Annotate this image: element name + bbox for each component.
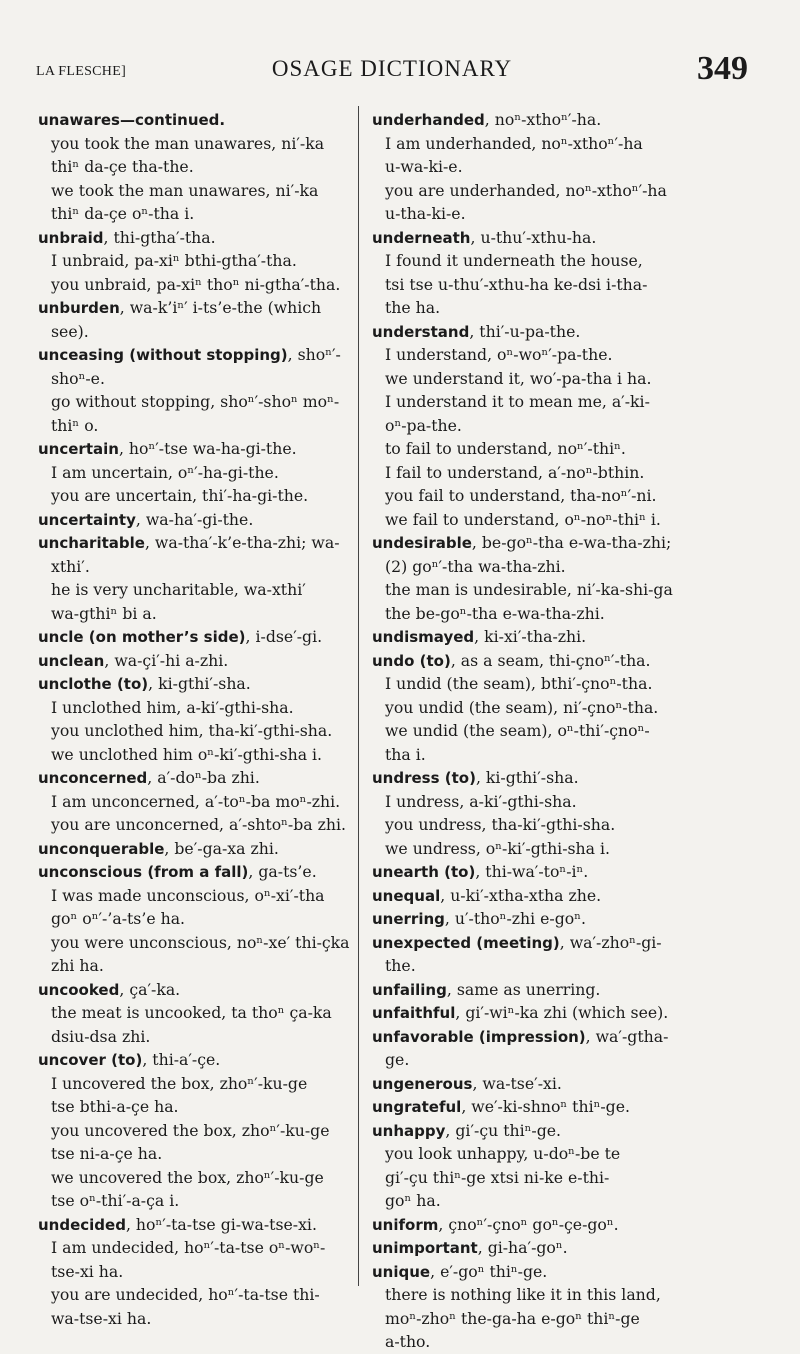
dictionary-line	[38, 1236, 358, 1260]
entry-line-text: unimportant, gi-ha′-goⁿ.	[372, 1238, 568, 1257]
entry-line-text: unerring, u′-thoⁿ-zhi e-goⁿ.	[372, 909, 586, 928]
entry-line-text: unclothe (to), ki-gthi′-sha.	[38, 674, 251, 693]
definition-line-text: I was made unconscious, oⁿ-xi′-tha	[51, 885, 325, 905]
headword: understand	[372, 322, 470, 341]
dictionary-line	[38, 1283, 358, 1307]
entry-line-text: uniform, çnoⁿ′-çnoⁿ goⁿ-çe-goⁿ.	[372, 1214, 619, 1234]
dictionary-line	[38, 954, 358, 978]
entry-line-text: ungrateful, we′-ki-shnoⁿ thiⁿ-ge.	[372, 1097, 630, 1116]
right-column	[372, 108, 702, 1354]
dictionary-line	[38, 1095, 358, 1119]
dictionary-line	[372, 273, 702, 297]
dictionary-line	[38, 132, 358, 156]
definition-line-text: tse oⁿ-thi′-a-ça i.	[51, 1191, 180, 1210]
dictionary-entry	[38, 860, 358, 884]
headword: unearth (to)	[372, 863, 476, 881]
definition-line-text: to fail to understand, noⁿ′-thiⁿ.	[385, 439, 626, 458]
headword: unclothe (to)	[38, 675, 149, 693]
definition-line-text: (2) goⁿ′-tha wa-tha-zhi.	[385, 556, 566, 576]
dictionary-line	[372, 437, 702, 461]
headword: underneath	[372, 228, 471, 247]
dictionary-entry	[38, 531, 358, 555]
dictionary-line	[372, 555, 702, 579]
headword: unceasing (without stopping)	[38, 346, 288, 364]
definition-line-text: you are undecided, hoⁿ′-ta-tse thi-	[51, 1285, 320, 1304]
page-header	[36, 50, 748, 90]
dictionary-line	[38, 273, 358, 297]
definition-line-text: I fail to understand, a′-noⁿ-bthin.	[385, 462, 645, 482]
dictionary-entry	[372, 320, 702, 344]
definition-line-text: you are unconcerned, a′-shtoⁿ-ba zhi.	[51, 815, 346, 834]
dictionary-line	[372, 1189, 702, 1213]
dictionary-entry	[372, 1119, 702, 1143]
headword: unconscious (from a fall)	[38, 863, 249, 881]
definition-line-text: you are uncertain, thi′-ha-gi-the.	[51, 486, 309, 505]
entry-line-text: unequal, u-ki′-xtha-xtha zhe.	[372, 885, 602, 905]
dictionary-line	[38, 1119, 358, 1143]
definition-line-text: the be-goⁿ-tha e-wa-tha-zhi.	[385, 603, 605, 623]
entry-line-text: undesirable, be-goⁿ-tha e-wa-tha-zhi;	[372, 533, 672, 552]
dictionary-line	[372, 390, 702, 414]
definition-line-text: I unbraid, pa-xiⁿ bthi-gtha′-tha.	[51, 251, 297, 270]
headword: underhanded	[372, 111, 485, 129]
definition-line-text: I understand it to mean me, a′-ki-	[385, 392, 650, 411]
dictionary-entry	[38, 437, 358, 461]
definition-line-text: we undid (the seam), oⁿ-thi′-çnoⁿ-	[385, 721, 650, 740]
headword: unerring	[372, 910, 445, 928]
entry-line-text: unexpected (meeting), wa′-zhoⁿ-gi-	[372, 932, 662, 952]
dictionary-line	[38, 743, 358, 767]
entry-line-text: underneath, u-thu′-xthu-ha.	[372, 227, 597, 247]
dictionary-line	[38, 1025, 358, 1049]
dictionary-line	[372, 743, 702, 767]
definition-line-text: u-wa-ki-e.	[385, 157, 463, 176]
headword: uncertain	[38, 440, 119, 458]
dictionary-line	[372, 578, 702, 602]
dictionary-line	[38, 1072, 358, 1096]
dictionary-line	[38, 907, 358, 931]
definition-line-text: xthi′.	[51, 556, 90, 576]
definition-line-text: moⁿ-zhoⁿ the-ga-ha e-goⁿ thiⁿ-ge	[385, 1308, 640, 1328]
dictionary-entry	[372, 649, 702, 673]
dictionary-line	[372, 837, 702, 861]
running-head-title: OSAGE DICTIONARY	[271, 56, 513, 81]
dictionary-entry	[38, 625, 358, 649]
dictionary-line	[372, 1142, 702, 1166]
definition-line-text: shoⁿ-e.	[51, 368, 105, 388]
headword: unexpected (meeting)	[372, 933, 560, 952]
dictionary-line	[38, 179, 358, 203]
dictionary-entry	[372, 884, 702, 908]
definition-line-text: I am unconcerned, a′-toⁿ-ba moⁿ-zhi.	[51, 791, 341, 811]
dictionary-line	[38, 1307, 358, 1331]
dictionary-line	[372, 367, 702, 391]
definition-line-text: you undid (the seam), ni′-çnoⁿ-tha.	[385, 697, 659, 717]
dictionary-line	[38, 390, 358, 414]
definition-line-text: you were unconscious, noⁿ-xe′ thi-çka	[51, 932, 350, 952]
definition-line-text: I undid (the seam), bthi′-çnoⁿ-tha.	[385, 674, 653, 693]
dictionary-line	[372, 132, 702, 156]
dictionary-entry	[372, 625, 702, 649]
definition-line-text: goⁿ oⁿ′-’a-ts’e ha.	[51, 909, 186, 928]
headword: unconquerable	[38, 839, 165, 858]
entry-line-text: underhanded, noⁿ-xthoⁿ′-ha.	[372, 110, 602, 129]
dictionary-line	[38, 1142, 358, 1166]
dictionary-line	[38, 414, 358, 438]
dictionary-entry	[372, 860, 702, 884]
dictionary-entry	[38, 649, 358, 673]
dictionary-entry	[38, 108, 358, 132]
definition-line-text: a-tho.	[385, 1332, 431, 1351]
dictionary-entry	[372, 766, 702, 790]
dictionary-line	[38, 813, 358, 837]
entry-line-text: undismayed, ki-xi′-tha-zhi.	[372, 627, 587, 646]
dictionary-entry	[38, 978, 358, 1002]
dictionary-line	[38, 719, 358, 743]
dictionary-line	[372, 1283, 702, 1307]
definition-line-text: I am uncertain, oⁿ′-ha-gi-the.	[51, 462, 279, 482]
definition-line-text: the meat is uncooked, ta thoⁿ ça-ka	[51, 1003, 332, 1022]
dictionary-entry	[372, 1095, 702, 1119]
headword: uncooked	[38, 980, 120, 999]
headword: unawares—continued.	[38, 111, 226, 129]
dictionary-line	[38, 1166, 358, 1190]
definition-line-text: you unclothed him, tha-ki′-gthi-sha.	[51, 721, 333, 740]
definition-line-text: tsi tse u-thu′-xthu-ha ke-dsi i-tha-	[385, 274, 648, 294]
entry-line-text: unearth (to), thi-wa′-toⁿ-iⁿ.	[372, 862, 589, 881]
headword: undress (to)	[372, 769, 476, 787]
dictionary-entry	[372, 531, 702, 555]
dictionary-line	[38, 884, 358, 908]
definition-line-text: tha i.	[385, 744, 426, 764]
definition-line-text: you uncovered the box, zhoⁿ′-ku-ge	[51, 1120, 330, 1140]
definition-line-text: the.	[385, 956, 416, 975]
headword: unbraid	[38, 228, 104, 247]
dictionary-line	[38, 461, 358, 485]
dictionary-entry	[38, 1048, 358, 1072]
headword: uncle (on mother’s side)	[38, 628, 246, 646]
entry-line-text: unfailing, same as unerring.	[372, 979, 601, 999]
headword: unfavorable (impression)	[372, 1027, 586, 1046]
entry-line-text: undress (to), ki-gthi′-sha.	[372, 768, 579, 787]
dictionary-line	[372, 1330, 702, 1354]
definition-line-text: goⁿ ha.	[385, 1191, 441, 1210]
headword: undismayed	[372, 628, 475, 646]
headword: undo (to)	[372, 651, 451, 670]
dictionary-line	[372, 602, 702, 626]
definition-line-text: you are underhanded, noⁿ-xthoⁿ′-ha	[385, 180, 667, 200]
definition-line-text: u-tha-ki-e.	[385, 204, 466, 223]
entry-line-text: unburden, wa-k’iⁿ′ i-ts’e-the (which	[38, 298, 322, 317]
definition-line-text: tse ni-a-çe ha.	[51, 1144, 163, 1163]
headword: unimportant	[372, 1239, 478, 1257]
definition-line-text: go without stopping, shoⁿ′-shoⁿ moⁿ-	[51, 392, 340, 411]
entry-line-text: ungenerous, wa-tse′-xi.	[372, 1073, 562, 1093]
dictionary-entry	[38, 837, 358, 861]
page-number: 349	[697, 50, 748, 87]
running-head-author: LA FLESCHE]	[36, 64, 127, 79]
entry-line-text: unbraid, thi-gtha′-tha.	[38, 227, 216, 247]
dictionary-line	[38, 202, 358, 226]
entry-line-text: uncertainty, wa-ha′-gi-the.	[38, 509, 254, 529]
dictionary-line	[38, 578, 358, 602]
dictionary-line	[38, 790, 358, 814]
entry-line-text: unfavorable (impression), wa′-gtha-	[372, 1026, 669, 1046]
dictionary-line	[372, 179, 702, 203]
dictionary-line	[372, 1048, 702, 1072]
definition-line-text: we fail to understand, oⁿ-noⁿ-thiⁿ i.	[385, 509, 661, 529]
dictionary-entry	[372, 978, 702, 1002]
dictionary-line	[372, 249, 702, 273]
headword: unequal	[372, 886, 441, 905]
definition-line-text: I am underhanded, noⁿ-xthoⁿ′-ha	[385, 133, 643, 153]
headword: uncertainty	[38, 510, 136, 529]
entry-line-text: uncle (on mother’s side), i-dse′-gi.	[38, 627, 323, 646]
definition-line-text: you unbraid, pa-xiⁿ thoⁿ ni-gtha′-tha.	[51, 274, 341, 294]
dictionary-line	[38, 249, 358, 273]
entry-line-text: uncharitable, wa-tha′-k’e-tha-zhi; wa-	[38, 533, 340, 552]
definition-line-text: the man is undesirable, ni′-ka-shi-ga	[385, 580, 673, 599]
dictionary-entry	[372, 1001, 702, 1025]
entry-line-text: unceasing (without stopping), shoⁿ′-	[38, 345, 341, 364]
headword: unclean	[38, 651, 105, 670]
definition-line-text: tse-xi ha.	[51, 1261, 124, 1281]
definition-line-text: I found it underneath the house,	[385, 251, 643, 270]
dictionary-line	[38, 155, 358, 179]
dictionary-line	[372, 484, 702, 508]
dictionary-entry	[38, 343, 358, 367]
entry-line-text: unhappy, gi′-çu thiⁿ-ge.	[372, 1120, 562, 1140]
dictionary-entry	[372, 1025, 702, 1049]
left-column	[38, 108, 358, 1330]
column-divider	[358, 106, 359, 1286]
dictionary-line	[38, 931, 358, 955]
entry-line-text: unconcerned, a′-doⁿ-ba zhi.	[38, 768, 260, 787]
definition-line-text: thiⁿ da-çe oⁿ-tha i.	[51, 204, 195, 223]
headword: unique	[372, 1262, 431, 1281]
dictionary-entry	[372, 226, 702, 250]
definition-line-text: I understand, oⁿ-woⁿ′-pa-the.	[385, 345, 613, 364]
headword: unburden	[38, 299, 120, 317]
definition-line-text: we undress, oⁿ-ki′-gthi-sha i.	[385, 838, 610, 858]
definition-line-text: gi′-çu thiⁿ-ge xtsi ni-ke e-thi-	[385, 1167, 610, 1187]
definition-line-text: tse bthi-a-çe ha.	[51, 1097, 179, 1116]
entry-line-text: unfaithful, gi′-wiⁿ-ka zhi (which see).	[372, 1003, 669, 1022]
entry-line-text: unique, e′-goⁿ thiⁿ-ge.	[372, 1261, 548, 1281]
definition-line-text: we understand it, wo′-pa-tha i ha.	[385, 368, 652, 388]
dictionary-line	[372, 954, 702, 978]
dictionary-line	[372, 414, 702, 438]
definition-line-text: wa-gthiⁿ bi a.	[51, 603, 157, 623]
definition-line-text: oⁿ-pa-the.	[385, 415, 462, 435]
definition-line-text: zhi ha.	[51, 956, 104, 975]
dictionary-line	[372, 508, 702, 532]
dictionary-line	[38, 555, 358, 579]
dictionary-line	[372, 1307, 702, 1331]
definition-line-text: you undress, tha-ki′-gthi-sha.	[385, 815, 616, 834]
headword: unfailing	[372, 980, 447, 999]
dictionary-entry	[372, 1213, 702, 1237]
dictionary-entry	[38, 766, 358, 790]
dictionary-line	[372, 813, 702, 837]
definition-line-text: he is very uncharitable, wa-xthi′	[51, 580, 306, 599]
entry-line-text: unclean, wa-çi′-hi a-zhi.	[38, 650, 229, 670]
definition-line-text: you took the man unawares, ni′-ka	[51, 133, 325, 153]
headword: ungenerous	[372, 1074, 473, 1093]
dictionary-entry	[372, 108, 702, 132]
dictionary-line	[372, 672, 702, 696]
dictionary-entry	[372, 1236, 702, 1260]
dictionary-entry	[372, 1072, 702, 1096]
definition-line-text: I am undecided, hoⁿ′-ta-tse oⁿ-woⁿ-	[51, 1238, 326, 1257]
entry-line-text	[38, 110, 225, 129]
dictionary-line	[372, 343, 702, 367]
dictionary-line	[38, 1260, 358, 1284]
entry-line-text: undo (to), as a seam, thi-çnoⁿ′-tha.	[372, 650, 651, 670]
definition-line-text: I unclothed him, a-ki′-gthi-sha.	[51, 697, 294, 717]
dictionary-line	[38, 367, 358, 391]
dictionary-line	[372, 719, 702, 743]
entry-line-text: undecided, hoⁿ′-ta-tse gi-wa-tse-xi.	[38, 1214, 317, 1234]
definition-line-text: there is nothing like it in this land,	[385, 1285, 661, 1304]
headword: unconcerned	[38, 769, 148, 787]
definition-line-text: we took the man unawares, ni′-ka	[51, 180, 319, 200]
headword: undesirable	[372, 534, 472, 552]
dictionary-line	[372, 461, 702, 485]
definition-line-text: I uncovered the box, zhoⁿ′-ku-ge	[51, 1073, 308, 1093]
entry-line-text: unconscious (from a fall), ga-ts’e.	[38, 862, 317, 881]
definition-line-text: the ha.	[385, 298, 441, 317]
entry-line-text: uncertain, hoⁿ′-tse wa-ha-gi-the.	[38, 439, 297, 458]
definition-line-text: ge.	[385, 1050, 410, 1069]
headword: uncharitable	[38, 534, 145, 552]
dictionary-entry	[38, 226, 358, 250]
dictionary-line	[38, 320, 358, 344]
definition-line-text: you fail to understand, tha-noⁿ′-ni.	[385, 486, 657, 505]
dictionary-line	[372, 790, 702, 814]
headword: undecided	[38, 1215, 126, 1234]
headword: uniform	[372, 1215, 439, 1234]
entry-line-text: understand, thi′-u-pa-the.	[372, 321, 581, 341]
dictionary-line	[372, 296, 702, 320]
definition-line-text: we uncovered the box, zhoⁿ′-ku-ge	[51, 1167, 324, 1187]
dictionary-entry	[38, 1213, 358, 1237]
entry-line-text: uncover (to), thi-a′-çe.	[38, 1050, 221, 1069]
dictionary-line	[38, 1189, 358, 1213]
definition-line-text: you look unhappy, u-doⁿ-be te	[385, 1144, 621, 1163]
dictionary-line	[372, 696, 702, 720]
dictionary-line	[372, 202, 702, 226]
headword: uncover (to)	[38, 1051, 143, 1069]
headword: ungrateful	[372, 1098, 462, 1116]
headword: unfaithful	[372, 1004, 456, 1022]
definition-line-text: we unclothed him oⁿ-ki′-gthi-sha i.	[51, 744, 323, 764]
definition-line-text: wa-tse-xi ha.	[51, 1308, 152, 1328]
definition-line-text: see).	[51, 321, 89, 341]
dictionary-entry	[38, 296, 358, 320]
headword: unhappy	[372, 1121, 446, 1140]
definition-line-text: thiⁿ da-çe tha-the.	[51, 157, 194, 176]
dictionary-line	[38, 602, 358, 626]
dictionary-entry	[372, 1260, 702, 1284]
definition-line-text: dsiu-dsa zhi.	[51, 1026, 151, 1046]
dictionary-line	[38, 696, 358, 720]
entry-line-text: uncooked, ça′-ka.	[38, 979, 181, 999]
dictionary-entry	[372, 907, 702, 931]
entry-line-text: unconquerable, be′-ga-xa zhi.	[38, 838, 279, 858]
definition-line-text: thiⁿ o.	[51, 415, 99, 435]
dictionary-line	[38, 1001, 358, 1025]
dictionary-line	[372, 155, 702, 179]
dictionary-entry	[38, 672, 358, 696]
dictionary-entry	[372, 931, 702, 955]
definition-line-text: I undress, a-ki′-gthi-sha.	[385, 791, 577, 811]
dictionary-line	[372, 1166, 702, 1190]
dictionary-line	[38, 484, 358, 508]
dictionary-entry	[38, 508, 358, 532]
